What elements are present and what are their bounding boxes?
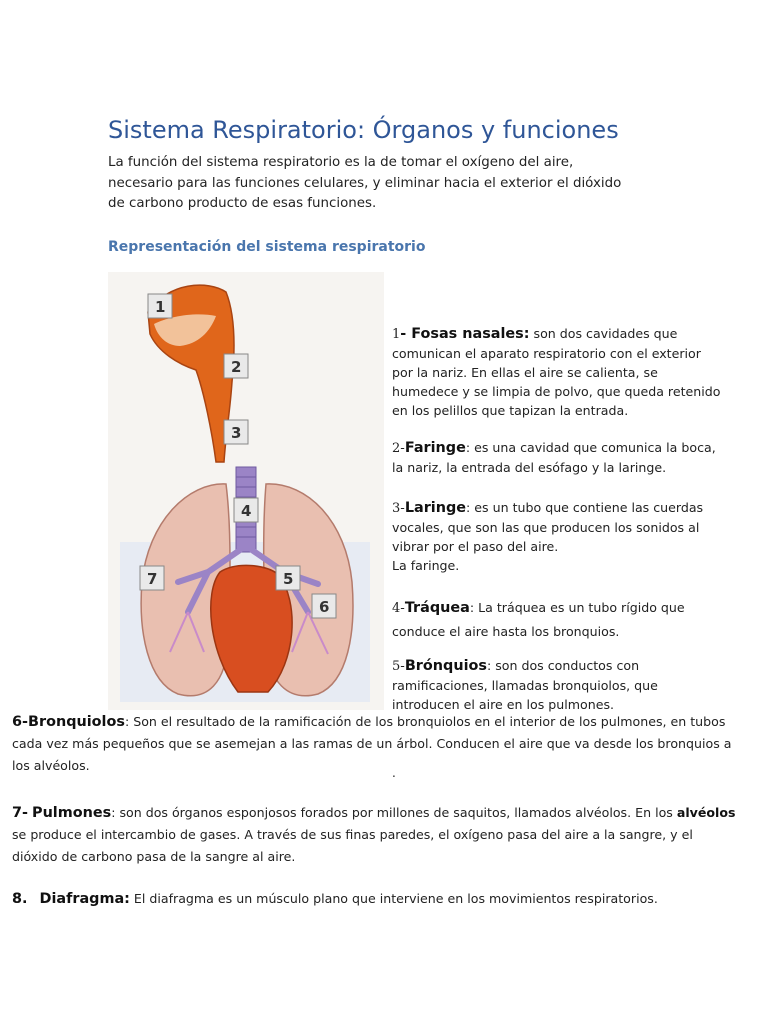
- item-traquea: [392, 596, 742, 643]
- item-text: : son dos órganos esponjosos forados por millones de saquitos, llamados alvéolos. En los: [111, 805, 677, 820]
- item-separator: -: [400, 500, 405, 515]
- intro-line: necesario para las funciones celulares, y eliminar hacia el exterior el dióxido: [108, 175, 622, 191]
- item-line: en los pelillos que tapizan la entrada.: [392, 403, 629, 418]
- term-bronquios: Brónquios: [404, 658, 487, 674]
- item-head: 7-: [12, 805, 28, 821]
- item-text: son dos cavidades que: [529, 326, 678, 341]
- intro-line: de carbono producto de esas funciones.: [108, 196, 377, 211]
- item-line: vocales, que son las que producen los sonidos al: [392, 520, 700, 535]
- item-line: conduce el aire hasta los bronquios.: [392, 624, 620, 639]
- section-pulmones: [12, 802, 758, 868]
- item-line: cada vez más pequeños que se asemejan a las ramas de un árbol. Conducen el aire que va desde los bronquios a: [12, 736, 732, 751]
- item-line: comunican el aparato respiratorio con el exterior: [392, 346, 701, 361]
- item-separator: -: [400, 600, 405, 615]
- item-number: 4: [392, 601, 401, 616]
- item-line: vibrar por el paso del aire.: [392, 539, 559, 554]
- item-number: 1: [392, 327, 401, 342]
- item-line: por la nariz. En ellas el aire se calienta, se: [392, 365, 658, 380]
- item-faringe: [392, 438, 742, 477]
- item-line: la nariz, la entrada del esófago y la laringe.: [392, 460, 667, 475]
- item-text: : son dos conductos con: [486, 658, 640, 673]
- section-bronquiolos: [12, 711, 758, 777]
- section-diafragma: [12, 888, 758, 910]
- term-pulmones: Pulmones: [32, 805, 112, 821]
- item-text: : La tráquea es un tubo rígido que: [469, 600, 685, 615]
- intro-paragraph: [108, 153, 668, 215]
- stray-dot: .: [392, 766, 396, 780]
- term-fosas-nasales: Fosas nasales:: [411, 326, 530, 342]
- item-bronquios: [392, 656, 742, 714]
- intro-line: La función del sistema respiratorio es la de tomar el oxígeno del aire,: [108, 155, 574, 170]
- figure-label-6: 6: [319, 598, 330, 616]
- item-number: 3: [392, 501, 401, 516]
- figure-label-3: 3: [231, 424, 242, 442]
- item-line: introducen el aire en los pulmones.: [392, 697, 615, 712]
- item-line: ramificaciones, llamadas bronquiolos, que: [392, 678, 658, 693]
- item-separator: -: [400, 440, 405, 455]
- figure-label-7: 7: [147, 570, 158, 588]
- item-line: se produce el intercambio de gases. A través de sus finas paredes, el oxígeno pasa del aire a la sangre, y el: [12, 827, 693, 842]
- item-line: La faringe.: [392, 558, 460, 573]
- item-number: 5: [392, 659, 401, 674]
- item-text: : Son el resultado de la ramificación de los bronquiolos en el interior de los pulmones, en tubos: [124, 714, 726, 729]
- item-line: dióxido de carbono pasa de la sangre al aire.: [12, 849, 296, 864]
- term-traquea: Tráquea: [404, 600, 470, 616]
- item-head: 8.: [12, 891, 28, 907]
- item-head: 6-: [12, 714, 28, 730]
- section-subtitle: Representación del sistema respiratorio: [108, 239, 426, 255]
- term-alveolos: alvéolos: [676, 805, 736, 820]
- page-title: Sistema Respiratorio: Órganos y funciones: [108, 116, 619, 144]
- term-diafragma: Diafragma:: [39, 891, 130, 907]
- item-text: : es una cavidad que comunica la boca,: [465, 440, 716, 455]
- item-number: 2: [392, 441, 401, 456]
- item-separator: -: [400, 326, 412, 342]
- figure-label-5: 5: [283, 570, 294, 588]
- respiratory-system-illustration: [108, 272, 384, 710]
- figure-label-2: 2: [231, 358, 242, 376]
- term-faringe: Faringe: [404, 440, 466, 456]
- item-text: : es un tubo que contiene las cuerdas: [466, 500, 704, 515]
- term-bronquiolos: Bronquiolos: [28, 714, 125, 730]
- item-fosas-nasales: [392, 324, 742, 420]
- item-line: los alvéolos.: [12, 758, 90, 773]
- item-separator: -: [400, 658, 405, 673]
- item-line: humedece y se limpia de polvo, que queda retenido: [392, 384, 721, 399]
- figure-label-1: 1: [155, 298, 166, 316]
- term-laringe: Laringe: [404, 500, 467, 516]
- figure-label-4: 4: [241, 502, 252, 520]
- item-text: El diafragma es un músculo plano que interviene en los movimientos respiratorios.: [129, 891, 658, 906]
- item-laringe: [392, 498, 742, 575]
